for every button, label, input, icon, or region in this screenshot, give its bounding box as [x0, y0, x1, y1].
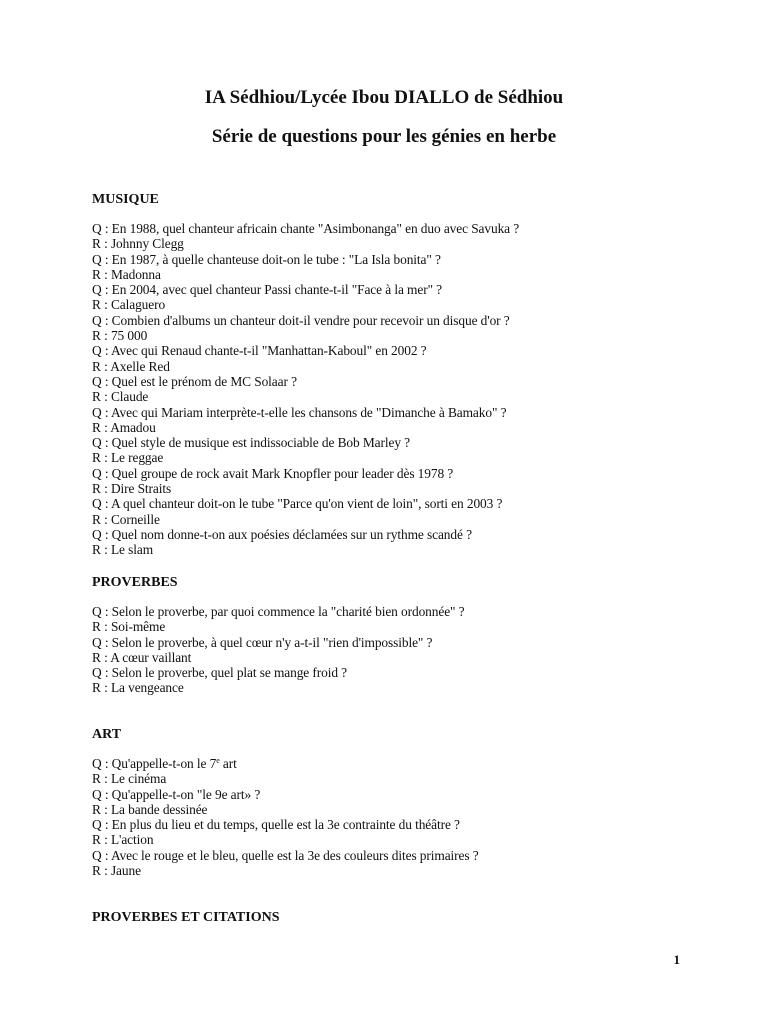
section-proverbes-et-citations: [92, 909, 712, 929]
question-line: [92, 756, 712, 771]
qa-list: [92, 756, 712, 878]
question-line: Q : A quel chanteur doit-on le tube "Parce qu'on vient de loin", sorti en 2003 ?: [92, 496, 503, 512]
section-heading: ART: [92, 727, 122, 742]
answer-line: R : La vengeance: [92, 680, 184, 696]
document-title: IA Sédhiou/Lycée Ibou DIALLO de Sédhiou: [204, 87, 564, 108]
answer-line: R : La bande dessinée: [92, 801, 208, 817]
question-line: Q : En 2004, avec quel chanteur Passi chante-t-il "Face à la mer" ?: [92, 282, 443, 298]
question-line: Q : En plus du lieu et du temps, quelle est la 3e contrainte du théâtre ?: [92, 817, 460, 833]
section-musique: [92, 191, 712, 558]
question-line: Q : Quel est le prénom de MC Solaar ?: [92, 373, 297, 389]
answer-line: R : Axelle Red: [92, 358, 170, 374]
answer-line: R : Amadou: [92, 419, 156, 435]
question-line: Q : Quel style de musique est indissociable de Bob Marley ?: [92, 435, 411, 451]
answer-line: R : Dire Straits: [92, 481, 172, 497]
question-line: Q : Selon le proverbe, à quel cœur n'y a-t-il "rien d'impossible" ?: [92, 634, 433, 650]
page-number: 1: [673, 952, 680, 967]
section-art: [92, 726, 712, 878]
answer-line: R : 75 000: [92, 328, 148, 344]
section-heading: MUSIQUE: [92, 192, 159, 207]
answer-line: R : Soi-même: [92, 619, 166, 635]
answer-line: R : Claude: [92, 389, 149, 405]
answer-line: R : Corneille: [92, 511, 160, 527]
document-subtitle: Série de questions pour les génies en herbe: [211, 126, 557, 147]
question-line: Q : En 1988, quel chanteur africain chante "Asimbonanga" en duo avec Savuka ?: [92, 221, 520, 236]
question-line: Q : Qu'appelle-t-on "le 9e art» ?: [92, 786, 261, 802]
qa-list: [92, 221, 712, 558]
question-line: Q : En 1987, à quelle chanteuse doit-on le tube : "La Isla bonita" ?: [92, 251, 441, 267]
section-heading: PROVERBES ET CITATIONS: [92, 910, 280, 925]
question-text: art: [219, 756, 237, 771]
section-heading: PROVERBES: [92, 575, 178, 590]
section-proverbes: [92, 574, 712, 696]
qa-list: [92, 604, 712, 696]
question-line: Q : Avec le rouge et le bleu, quelle est la 3e des couleurs dites primaires ?: [92, 847, 479, 863]
question-line: Q : Selon le proverbe, par quoi commence la "charité bien ordonnée" ?: [92, 604, 465, 619]
question-line: Q : Quel nom donne-t-on aux poésies déclamées sur un rythme scandé ?: [92, 526, 472, 542]
answer-line: R : Jaune: [92, 863, 141, 879]
question-line: Q : Quel groupe de rock avait Mark Knopfler pour leader dès 1978 ?: [92, 465, 454, 481]
question-line: Q : Avec qui Renaud chante-t-il "Manhattan-Kaboul" en 2002 ?: [92, 343, 427, 359]
answer-line: R : L'action: [92, 832, 154, 848]
superscript: e: [216, 756, 220, 765]
question-text: Q : Qu'appelle-t-on le 7: [92, 756, 217, 771]
answer-line: R : Le slam: [92, 542, 154, 558]
question-line: Q : Avec qui Mariam interprète-t-elle les chansons de "Dimanche à Bamako" ?: [92, 404, 507, 420]
answer-line: R : A cœur vaillant: [92, 649, 192, 665]
answer-line: R : Calaguero: [92, 297, 166, 313]
answer-line: R : Johnny Clegg: [92, 236, 184, 252]
question-line: Q : Selon le proverbe, quel plat se mange froid ?: [92, 665, 348, 681]
answer-line: R : Le reggae: [92, 450, 164, 466]
answer-line: R : Le cinéma: [92, 771, 167, 787]
question-line: Q : Combien d'albums un chanteur doit-il vendre pour recevoir un disque d'or ?: [92, 312, 510, 328]
answer-line: R : Madonna: [92, 266, 161, 282]
